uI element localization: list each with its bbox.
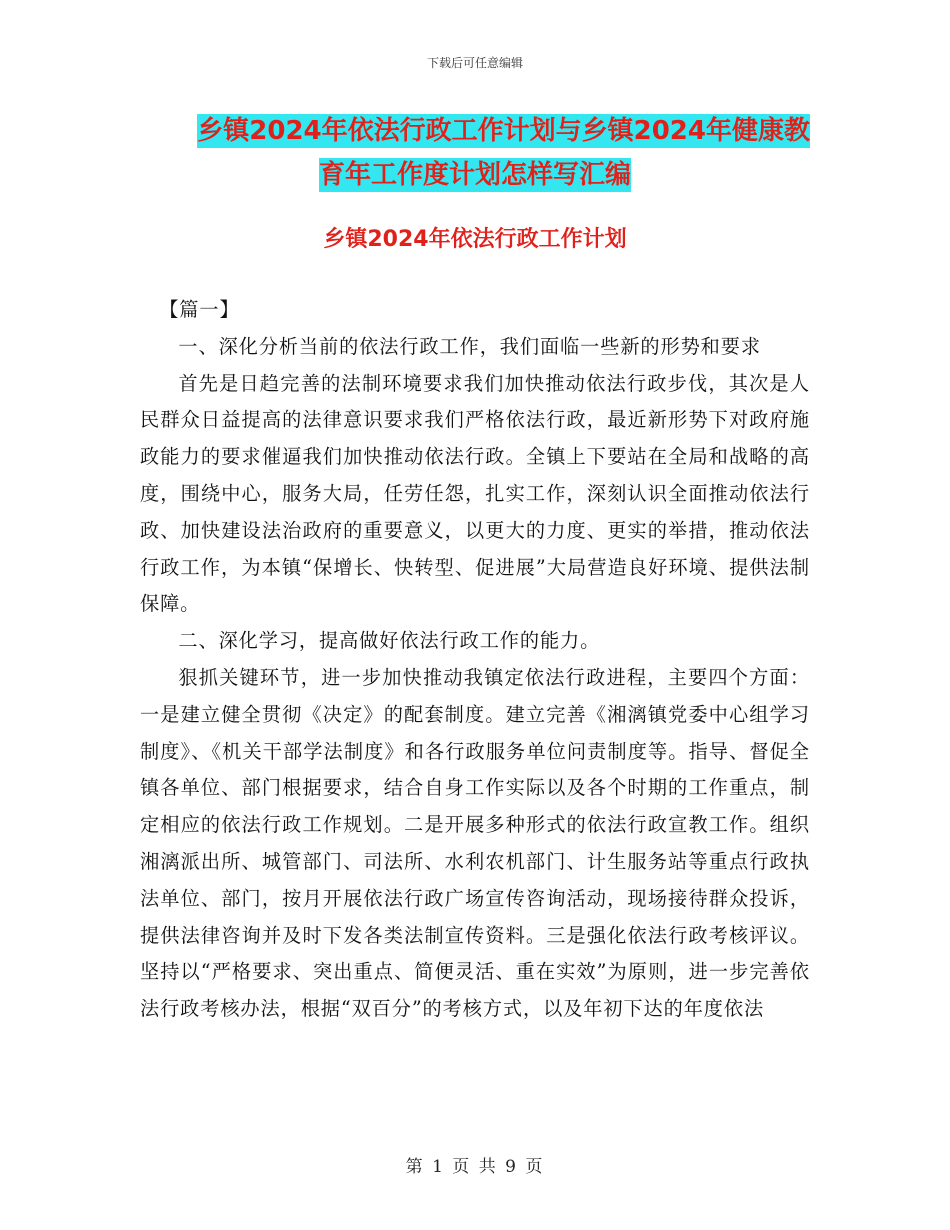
header-note: 下载后可任意编辑 [426, 56, 523, 70]
paragraph: 狠抓关键环节，进一步加快推动我镇定依法行政进程，主要四个方面：一是建立健全贯彻《决定》的配套制度。建立完善《湘漓镇党委中心组学习制度》、《机关干部学法制度》和各行政服务单位问责制度等。指导、督促全镇各单位、部门根据要求，结合自身工作实际以及各个时期的工作重点，制定相应的依法行政工作规划。二是开展多种形式的依法行政宣教工作。组织湘漓派出所、城管部门、司法所、水利农机部门、计生服务站等重点行政执法单位、部门，按月开展依法行政广场宣传咨询活动，现场接待群众投诉，提供法律咨询并及时下发各类法制宣传资料。三是强化依法行政考核评议。坚持以“严格要求、突出重点、简便灵活、重在实效”为原则，进一步完善依法行政考核办法，根据“双百分”的考核方式，以及年初下达的年度依法 [140, 665, 810, 1021]
document-title-line-1 [140, 108, 810, 154]
document-title-text-1: 乡镇2024年依法行政工作计划与乡镇2024年健康教 [197, 116, 810, 146]
paragraph: 一、深化分析当前的依法行政工作，我们面临一些新的形势和要求 [178, 334, 761, 358]
document-title-text-2: 育年工作度计划怎样写汇编 [318, 160, 631, 190]
document-title-line-2 [140, 152, 810, 198]
page-footer: 第 1 页 共 9 页 [405, 1157, 545, 1177]
section-title: 乡镇2024年依法行政工作计划 [323, 227, 627, 252]
paragraph: 二、深化学习，提高做好依法行政工作的能力。 [178, 629, 601, 653]
paragraph-part-label: 【篇一】 [159, 298, 240, 321]
paragraph: 首先是日趋完善的法制环境要求我们加快推动依法行政步伐，其次是人民群众日益提高的法律意识要求我们严格依法行政，最近新形势下对政府施政能力的要求催逼我们加快推动依法行政。全镇上下要站在全局和战略的高度，围绕中心，服务大局，任劳任怨，扎实工作，深刻认识全面推动依法行政、加快建设法治政府的重要意义，以更大的力度、更实的举措，推动依法行政工作，为本镇“保增长、快转型、促进展”大局营造良好环境、提供法制保障。 [140, 371, 810, 616]
document-body [140, 292, 810, 1028]
